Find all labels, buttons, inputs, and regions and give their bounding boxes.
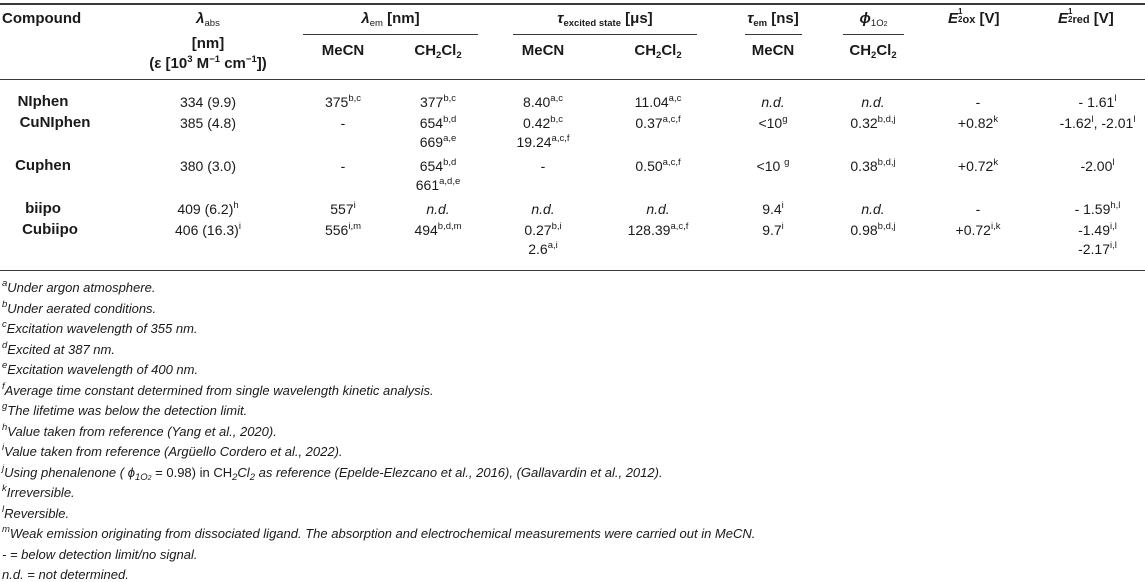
cell-tau-ch2cl2: 0.50$^{a,c,f}$ [635, 157, 681, 174]
compound-name: biipo [25, 200, 61, 217]
cell-tau-mecn: - [540, 158, 546, 174]
footnote: $^a$Under argon atmosphere. [2, 278, 156, 295]
cell-eox: - [975, 201, 981, 217]
cell-abs: 409 $(6.2)^h$ [177, 200, 239, 217]
legend-line: n.d. = not determined. [2, 567, 129, 582]
tau-group-rule [513, 34, 697, 35]
header-e-ox: E 1 2 ox [V] [948, 7, 1000, 27]
cell-em-mecn: - [340, 158, 346, 174]
header-tau-excited: $\tau_{excited state}$ [μs] [557, 10, 653, 29]
compound-name: NIphen [17, 93, 69, 110]
em-group-rule [303, 34, 478, 35]
cell-phi: 0.32$^{b,d,j}$ [850, 114, 896, 131]
header-phi: $\phi_{1O2}$ [859, 10, 888, 29]
cell-em-ch2cl2: 494$^{b,d,m}$ [414, 221, 462, 238]
cell-em-ch2cl2: 377$^{b,c}$ [419, 93, 457, 110]
footnote: $^m$Weak emission originating from dissociated ligand. The absorption and electrochemical measurements were carried out in MeCN. [2, 524, 756, 541]
header-absorption-eps: (ε [$10^3$ $M^{-1}$ $cm^{-1}$]) [149, 54, 267, 72]
footnote: $^c$Excitation wavelength of 355 nm. [2, 319, 198, 336]
phi-group-rule [843, 34, 904, 35]
cell-ered: -2.00$^l$ [1080, 157, 1115, 174]
footnote: $^f$Average time constant determined from single wavelength kinetic analysis. [2, 380, 434, 398]
cell-em-ch2cl2: n.d. [426, 201, 450, 217]
compound-name: Cubiipo [22, 221, 78, 238]
cell-tau-ch2cl2: 11.04$^{a,c}$ [634, 93, 682, 110]
cell-phi: 0.98$^{b,d,j}$ [850, 221, 896, 238]
cell-phi: n.d. [861, 201, 885, 217]
cell-tau-mecn: 0.27$^{b,i}$ [524, 221, 562, 238]
cell-tau-ch2cl2: 0.37$^{a,c,f}$ [635, 114, 681, 131]
compound-name: CuNIphen [19, 114, 91, 131]
cell-em-ch2cl2-2: 661$^{a,d,e}$ [415, 176, 461, 193]
cell-tauem: $<10^g$ [758, 114, 788, 131]
cell-abs: 385 (4.8) [179, 115, 237, 131]
header-bottom-rule [0, 79, 1145, 80]
footnote: $^g$The lifetime was below the detection limit. [2, 401, 248, 418]
cell-eox: - [975, 94, 981, 110]
cell-abs: 380 (3.0) [179, 158, 237, 174]
cell-tau-ch2cl2: n.d. [646, 201, 670, 217]
cell-tau-mecn-2: 2.6$^{a,i}$ [528, 240, 558, 257]
footnote: $^j$Using phenalenone ( $\phi_{1O2} = 0.98$) in $CH_2Cl_2$ as reference (Epelde-Elezcano et al., 2016), (Gallavardin et al., 2012). [2, 462, 663, 483]
cell-tau-ch2cl2: 128.39$^{a,c,f}$ [627, 221, 689, 238]
header-emission: $\lambda_{em}$ [nm] [361, 10, 420, 29]
cell-em-ch2cl2: 654$^{b,d}$ [419, 114, 457, 131]
cell-tauem: 9.7$^i$ [762, 221, 784, 238]
cell-eox: $+0.72^{i,k}$ [955, 221, 1001, 238]
footnote: $^d$Excited at 387 nm. [2, 339, 115, 357]
legend-line: - = below detection limit/no signal. [2, 546, 198, 562]
footnote: $^e$Excitation wavelength of 400 nm. [2, 360, 199, 377]
cell-em-ch2cl2-2: 669$^{a,e}$ [419, 133, 457, 150]
cell-ered: -1.62$^l$, -2.01$^l$ [1059, 114, 1136, 131]
header-tau-ch2cl2: $CH_2Cl_2$ [634, 42, 682, 61]
cell-em-mecn: 556$^{i,m}$ [324, 221, 362, 238]
footnote: $^h$Value taken from reference (Yang et al., 2020). [2, 421, 277, 439]
cell-abs: 334 (9.9) [179, 94, 237, 110]
header-tau-mecn: MeCN [521, 42, 565, 59]
cell-tau-mecn: 0.42$^{b,c}$ [523, 114, 563, 131]
cell-eox: $+0.82^k$ [957, 114, 999, 131]
cell-ered: - 1.61$^l$ [1078, 93, 1117, 110]
header-em-mecn: MeCN [321, 42, 365, 59]
cell-em-mecn: - [340, 115, 346, 131]
footnote: $^l$Reversible. [2, 503, 70, 521]
header-phi-ch2cl2: $CH_2Cl_2$ [849, 42, 897, 61]
cell-em-mecn: 557$^i$ [330, 200, 356, 217]
cell-tau-mecn-2: 19.24$^{a,c,f}$ [516, 133, 570, 150]
table-bottom-rule [0, 270, 1145, 271]
cell-tauem: n.d. [761, 94, 785, 110]
header-tau-em: $\tau_{em}$ [ns] [747, 10, 799, 29]
header-e-red: E 1 2 red [V] [1058, 7, 1114, 27]
cell-tau-mecn: n.d. [531, 201, 555, 217]
header-absorption-unit: [nm] [191, 35, 225, 52]
cell-eox: $+0.72^k$ [957, 157, 999, 174]
footnote: $^i$Value taken from reference (Argüello Cordero et al., 2022). [2, 442, 343, 459]
cell-ered: -1.49$^{i,l}$ [1078, 221, 1117, 238]
cell-tauem: 9.4$^i$ [762, 200, 784, 217]
cell-tau-mecn: 8.40$^{a,c}$ [523, 93, 563, 110]
header-tauem-mecn: MeCN [751, 42, 795, 59]
header-compound: Compound [2, 10, 82, 27]
compound-name: Cuphen [15, 157, 71, 174]
cell-phi: 0.38$^{b,d,j}$ [850, 157, 896, 174]
cell-phi: n.d. [861, 94, 885, 110]
cell-em-mecn: 375$^{b,c}$ [324, 93, 362, 110]
cell-tauem: <10 $^g$ [756, 157, 790, 174]
footnote: $^k$Irreversible. [2, 483, 75, 500]
tauem-group-rule [745, 34, 802, 35]
header-absorption: $\lambda_{abs}$ [196, 10, 220, 29]
cell-ered: - 1.59$^{h,l}$ [1074, 200, 1121, 217]
cell-abs: 406 $(16.3)^i$ [175, 221, 241, 238]
header-em-ch2cl2: $CH_2Cl_2$ [414, 42, 462, 61]
cell-em-ch2cl2: 654$^{b,d}$ [419, 157, 457, 174]
cell-ered-2: -2.17$^{i,l}$ [1078, 240, 1117, 257]
footnote: $^b$Under aerated conditions. [2, 298, 157, 316]
top-rule [0, 3, 1145, 5]
